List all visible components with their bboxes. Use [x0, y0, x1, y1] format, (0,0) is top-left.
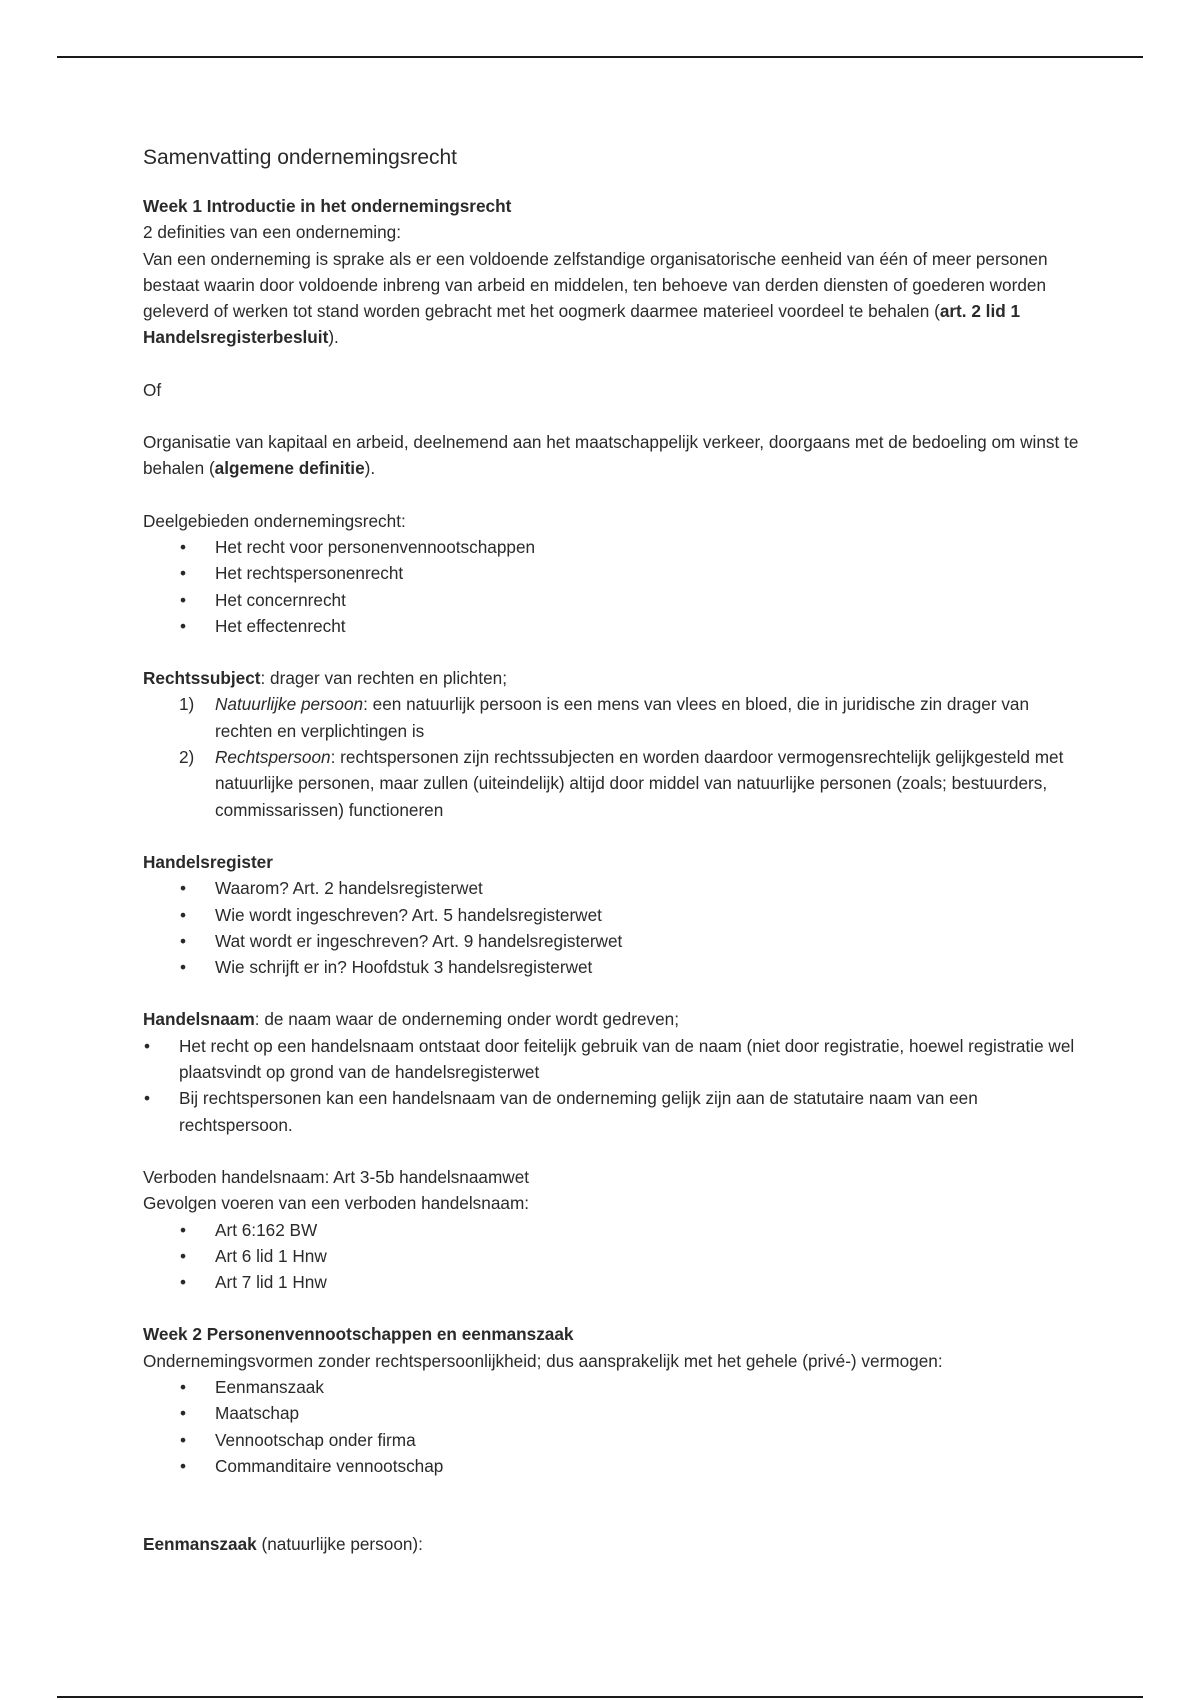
or-text: Of: [143, 379, 162, 400]
list-item: • Het effectenrecht: [143, 613, 1083, 639]
ondernemingsvormen-list: [143, 1374, 1083, 1479]
definition-2: Organisatie van kapitaal en arbeid, deelnemend aan het maatschappelijk verkeer, doorgaans met de bedoeling om winst te behalen (algemene definitie).: [143, 432, 1079, 479]
handelsnaam-list: [143, 1033, 1083, 1138]
list-item: • Wie wordt ingeschreven? Art. 5 handelsregisterwet: [143, 902, 1083, 928]
list-item: • Vennootschap onder firma: [143, 1427, 1083, 1453]
handelsregister-list: [143, 875, 1083, 980]
document-page: [143, 143, 1083, 1557]
list-item: • Het recht voor personenvennootschappen: [143, 534, 1083, 560]
week2-heading: Week 2 Personenvennootschappen en eenmanszaak: [143, 1324, 574, 1345]
deelgebieden-list: [143, 534, 1083, 639]
header-rule: [57, 56, 1143, 58]
list-item: 1) Natuurlijke persoon: een natuurlijk persoon is een mens van vlees en bloed, die in juridische zin drager van rechten en verplichtingen is: [179, 694, 1030, 741]
rechtssubjecten-list: [143, 691, 1083, 822]
verboden-handelsnaam: Verboden handelsnaam: Art 3-5b handelsnaamwet: [143, 1166, 530, 1187]
rechtssubject-definition: Rechtssubject: drager van rechten en plichten;: [143, 668, 507, 689]
week1-intro: 2 definities van een onderneming:: [143, 222, 401, 243]
list-item: • Waarom? Art. 2 handelsregisterwet: [143, 875, 1083, 901]
handelsnaam-definition: Handelsnaam: de naam waar de onderneming onder wordt gedreven;: [143, 1009, 679, 1030]
handelsregister-heading: Handelsregister: [143, 851, 273, 872]
list-item: • Art 7 lid 1 Hnw: [143, 1269, 1083, 1295]
gevolgen-label: Gevolgen voeren van een verboden handelsnaam:: [143, 1193, 530, 1214]
list-item: • Commanditaire vennootschap: [143, 1453, 1083, 1479]
document-title: Samenvatting ondernemingsrecht: [143, 146, 458, 169]
list-item: 2) Rechtspersoon: rechtspersonen zijn rechtssubjecten en worden daardoor vermogensrechtelijk gelijkgesteld met natuurlijke personen, maar zullen (uiteindelijk) altijd door middel van natuurlijke personen (zoals; bestuurders, commissarissen) functioneren: [179, 747, 1064, 820]
week2-intro: Ondernemingsvormen zonder rechtspersoonlijkheid; dus aansprakelijk met het gehele (privé-) vermogen:: [143, 1350, 943, 1371]
definition-1: Van een onderneming is sprake als er een voldoende zelfstandige organisatorische eenheid van één of meer personen bestaat waarin door voldoende inbreng van arbeid en middelen, ten behoeve van derden diensten of goederen worden geleverd of werken tot stand worden gebracht met het oogmerk daarmee materieel voordeel te behalen (art. 2 lid 1 Handelsregisterbesluit).: [143, 248, 1048, 348]
week1-heading: Week 1 Introductie in het ondernemingsrecht: [143, 196, 512, 216]
eenmanszaak-heading: Eenmanszaak (natuurlijke persoon):: [143, 1534, 423, 1555]
footer-rule: [57, 1696, 1143, 1698]
list-item: • Bij rechtspersonen kan een handelsnaam van de onderneming gelijk zijn aan de statutaire naam van een rechtspersoon.: [143, 1085, 1083, 1138]
list-item: • Eenmanszaak: [143, 1374, 1083, 1400]
gevolgen-list: [143, 1217, 1083, 1296]
list-item: • Het recht op een handelsnaam ontstaat door feitelijk gebruik van de naam (niet door registratie, hoewel registratie wel plaatsvindt op grond van de handelsregisterwet: [143, 1033, 1083, 1086]
list-item: • Het concernrecht: [143, 587, 1083, 613]
list-item: • Het rechtspersonenrecht: [143, 560, 1083, 586]
list-item: • Art 6:162 BW: [143, 1217, 1083, 1243]
list-item: • Maatschap: [143, 1400, 1083, 1426]
deelgebieden-label: Deelgebieden ondernemingsrecht:: [143, 510, 406, 531]
list-item: • Wat wordt er ingeschreven? Art. 9 handelsregisterwet: [143, 928, 1083, 954]
list-item: • Wie schrijft er in? Hoofdstuk 3 handelsregisterwet: [143, 954, 1083, 980]
list-item: • Art 6 lid 1 Hnw: [143, 1243, 1083, 1269]
